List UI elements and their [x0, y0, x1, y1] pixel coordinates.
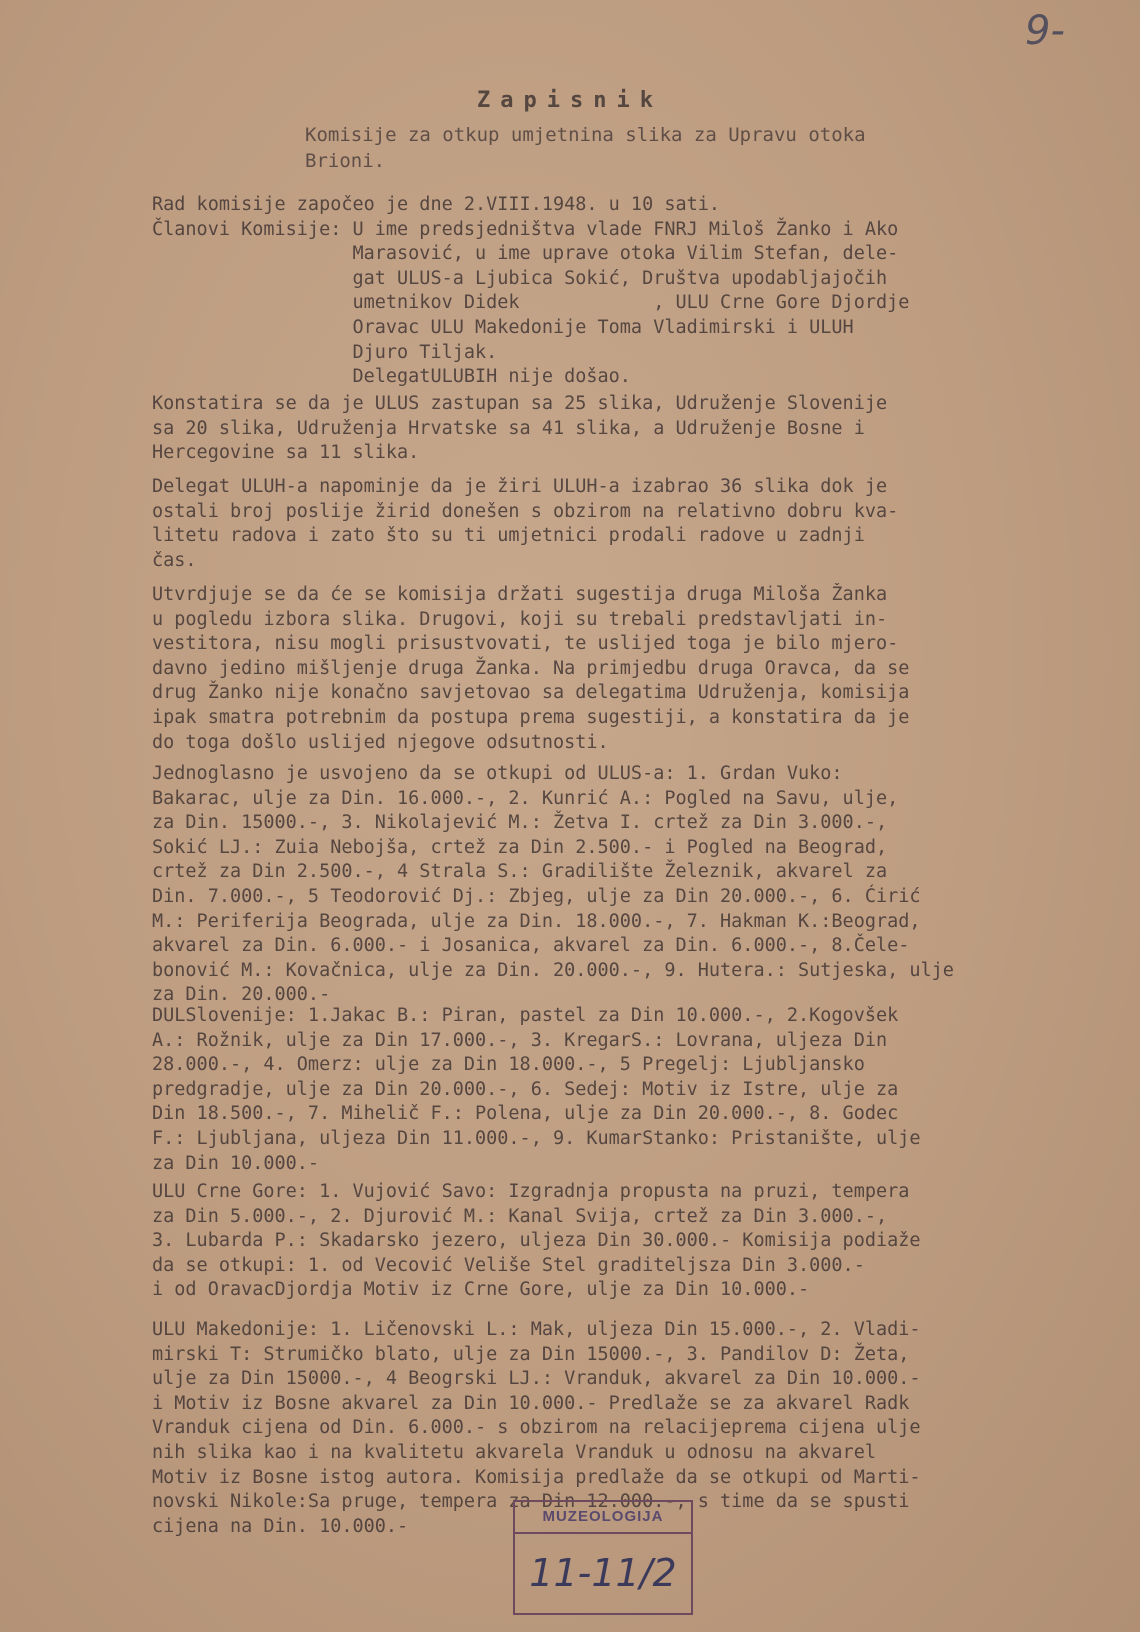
paragraph-members: Rad komisije započeo je dne 2.VIII.1948. u 10 sati. Članovi Komisije: U ime predsjedništva vlade FNRJ Miloš Žanko i Ako Marasović, u ime uprave otoka Vilim Stefan, dele- gat ULUS-a Ljubica Sokić, Društva upodabljajočih umetnikov Didek , ULU Crne Gore Djordje Oravac ULU Makedonije Toma Vladimirski i ULUH Djuro Tiljak. DelegatULUBIH nije došao. — [152, 194, 910, 388]
stamp-number: 11-11/2 — [529, 1551, 677, 1595]
paragraph-montenegro: ULU Crne Gore: 1. Vujović Savo: Izgradnja propusta na pruzi, tempera za Din 5.000.-, 2. Djurović M.: Kanal Svija, crtež za Din 3.000.-, 3. Lubarda P.: Skadarsko jezero, uljeza Din 30.000.- Komisija podiaže da se otkupi: 1. od Vecović Veliše Stel graditeljsza Din 3.000.- i od OravacDjordja Motiv iz Crne Gore, ulje za Din 10.000.- — [152, 1181, 921, 1301]
paragraph-slovenia: DULSlovenije: 1.Jakac B.: Piran, pastel za Din 10.000.-, 2.Kogovšek A.: Rožnik, ulje za Din 17.000.-, 3. KregarS.: Lovrana, uljeza Din 28.000.-, 4. Omerz: ulje za Din 18.000.-, 5 Pregelj: Ljubljansko predgradje, ulje za Din 20.000.-, 6. Sedej: Motiv iz Istre, ulje za Din 18.500.-, 7. Mihelič F.: Polena, ulje za Din 20.000.-, 8. Godec F.: Ljubljana, uljeza Din 11.000.-, 9. KumarStanko: Pristanište, ulje za Din 10.000.- — [152, 1005, 921, 1174]
stamp-label: MUZEOLOGIJA — [515, 1502, 691, 1534]
paragraph-macedonia: ULU Makedonije: 1. Ličenovski L.: Mak, uljeza Din 15.000.-, 2. Vladi- mirski T: Strumičko blato, ulje za Din 15000.-, 3. Pandilov D: Žeta, ulje za Din 15000.-, 4 Beogrski LJ.: Vranduk, akvarel za Din 10.000.- i Motiv iz Bosne akvarel za Din 10.000.- Predlaže se za akvarel Radk Vranduk cijena od Din. 6.000.- s obzirom na relacijeprema cijena ulje nih slika kao i na kvalitetu akvarela Vranduk u odnosu na akvarel Motiv iz Bosne istog autora. Komisija predlaže da se otkupi od Marti- novski Nikole:Sa pruge, tempera za Din 12.000.-, s time da se spusti cijena na Din. 10.000.- — [152, 1319, 921, 1537]
page-number: 9- — [1025, 8, 1065, 54]
document-title: Zapisnik — [477, 88, 663, 113]
document-subtitle: Komisije za otkup umjetnina slika za Upravu otoka Brioni. — [305, 124, 866, 172]
paragraph-ulus-purchase: Jednoglasno je usvojeno da se otkupi od ULUS-a: 1. Grdan Vuko: Bakarac, ulje za Din. 16.000.-, 2. Kunrić A.: Pogled na Savu, ulje, za Din. 15000.-, 3. Nikolajević M.: Žetva I. crtež za Din 3.000.-, Sokić LJ.: Zuia Nebojša, crtež za Din 2.500.- i Pogled na Beograd, crtež za Din 2.500.-, 4 Strala S.: Gradilište Železnik, akvarel za Din. 7.000.-, 5 Teodorović Dj.: Zbjeg, ulje za Din 20.000.-, 6. Ćirić M.: Periferija Beograda, ulje za Din. 18.000.-, 7. Hakman K.:Beograd, akvarel za Din. 6.000.- i Josanica, akvarel za Din. 6.000.-, 8.Čele- bonović M.: Kovačnica, ulje za Din. 20.000.-, 9. Hutera.: Sutjeska, ulje za Din. 20.000.- — [152, 763, 954, 1006]
paragraph-ulus-jury: Delegat ULUH-a napominje da je žiri ULUH-a izabrao 36 slika dok je ostali broj poslije žirid donešen s obzirom na relativno dobru kva- litetu radova i zato što su ti umjetnici prodali radove u zadnji čas. — [152, 476, 899, 571]
paragraph-suggestion: Utvrdjuje se da će se komisija držati sugestija druga Miloša Žanka u pogledu izbora slika. Drugovi, koji su trebali predstavljati in- vestitora, nisu mogli prisustvovati, te uslijed toga je bilo mjero- davno jedino mišljenje druga Žanka. Na primjedbu druga Oravca, da se drug Žanko nije konačno savjetovao sa delegatima Udruženja, komisija ipak smatra potrebnim da postupa prema sugestiji, a konstatira da je do toga došlo uslijed njegove odsutnosti. — [152, 584, 910, 753]
archive-stamp — [513, 1500, 693, 1615]
paragraph-counts: Konstatira se da je ULUS zastupan sa 25 slika, Udruženje Slovenije sa 20 slika, Udruženja Hrvatske sa 41 slika, a Udruženje Bosne i Hercegovine sa 11 slika. — [152, 393, 888, 464]
